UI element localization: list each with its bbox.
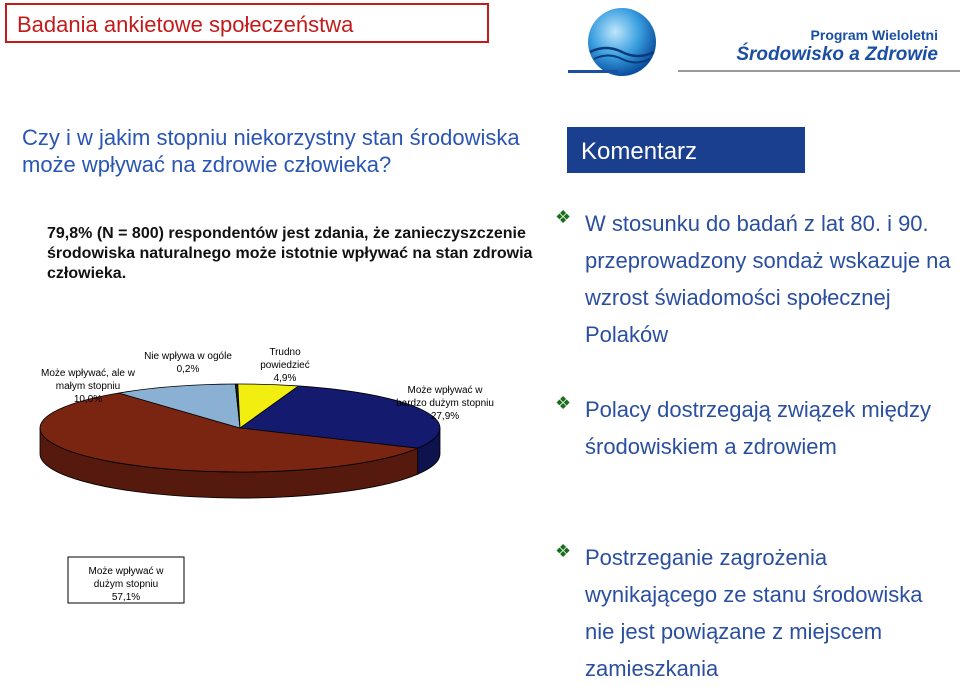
comment-header	[567, 127, 805, 173]
slice-label-text: Może wpływać, ale w małym stopniu 10,0%	[41, 368, 135, 405]
slice-label	[144, 351, 232, 375]
slice-label-text: Trudno powiedzieć 4,9%	[260, 347, 310, 384]
program-logo	[560, 2, 960, 78]
slice-label-text: Nie wpływa w ogóle 0,2%	[144, 351, 232, 375]
comment-title: Komentarz	[581, 138, 698, 165]
slice-label	[68, 557, 184, 603]
diamond-bullet-icon: ❖	[555, 393, 572, 413]
page-title: Badania ankietowe społeczeństwa	[17, 12, 354, 37]
bullet-text: W stosunku do badań z lat 80. i 90. przeprowadzony sondaż wskazuje na wzrost świadomości społecznej Polaków	[585, 211, 951, 347]
slice-label-text: Może wpływać w dużym stopniu 57,1%	[88, 566, 164, 603]
bullet-text: Postrzeganie zagrożenia wynikającego ze stanu środowiska nie jest powiązane z miejscem zamieszkania	[585, 545, 923, 681]
diamond-bullet-icon: ❖	[555, 541, 572, 561]
slice-label	[260, 347, 309, 384]
brand-line-1: Program Wieloletni	[810, 27, 938, 43]
brand-line-2: Środowisko a Zdrowie	[736, 44, 938, 65]
slice-label-text: Może wpływać w bardzo dużym stopniu 27,9%	[396, 385, 494, 422]
lead-text: 79,8% (N = 800) respondentów jest zdania, że zanieczyszczenie środowiska naturalnego może istotnie wpływać na stan zdrowia człowieka.	[47, 225, 533, 282]
question-text: Czy i w jakim stopniu niekorzystny stan środowiska może wpływać na zdrowie człowieka?	[22, 125, 520, 177]
bullet-text: Polacy dostrzegają związek między środowiskiem a zdrowiem	[585, 397, 932, 459]
title-box	[5, 3, 489, 43]
pie-chart	[0, 280, 560, 685]
diamond-bullet-icon: ❖	[555, 207, 572, 227]
